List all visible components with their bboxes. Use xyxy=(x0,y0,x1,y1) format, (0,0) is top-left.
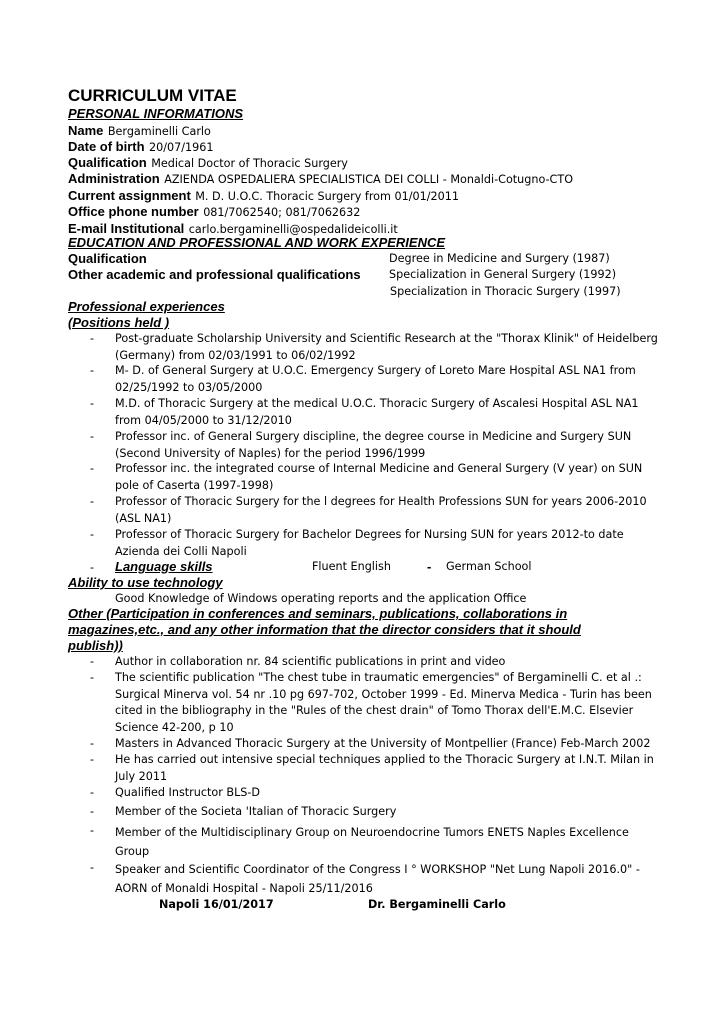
bullet-dash: - xyxy=(90,753,95,766)
bullet-dash: - xyxy=(90,737,95,750)
cv-title: CURRICULUM VITAE xyxy=(68,86,237,105)
experience-item: M.D. of Thoracic Surgery at the medical U.O.C. Thoracic Surgery of Ascalesi Hospital ASL NA1 from 04/05/2000 to 31/12/2010 xyxy=(115,397,639,427)
experience-item: Professor inc. of General Surgery discipline, the degree course in Medicine and Surgery SUN (Second University of Naples) for the period 1996/1999 xyxy=(115,430,632,460)
bullet-dash: - xyxy=(90,397,95,410)
signature: Dr. Bergaminelli Carlo xyxy=(368,898,506,911)
technology-value: Good Knowledge of Windows operating reports and the application Office xyxy=(115,592,527,605)
language-value-german: German School xyxy=(446,560,532,573)
administration-label: Administration xyxy=(68,171,160,186)
assignment-label: Current assignment xyxy=(68,188,191,203)
other-heading-line-2: magazines,etc., and any other information that the director considers that it should xyxy=(68,622,581,637)
other-qualifications-label: Other academic and professional qualifications xyxy=(68,267,361,282)
bullet-dash: - xyxy=(90,805,95,818)
bullet-dash: - xyxy=(90,786,95,799)
phone-value: 081/7062540; 081/7062632 xyxy=(203,206,361,219)
administration-value: AZIENDA OSPEDALIERA SPECIALISTICA DEI COLLI - Monaldi-Cotugno-CTO xyxy=(164,173,573,186)
qualification-value: Medical Doctor of Thoracic Surgery xyxy=(151,157,348,170)
bullet-dash: - xyxy=(90,861,95,874)
experience-heading: Professional experiences xyxy=(68,299,225,314)
bullet-dash: - xyxy=(90,824,95,837)
bullet-dash: - xyxy=(90,495,95,508)
phone-label: Office phone number xyxy=(68,204,199,219)
experience-item: Professor of Thoracic Surgery for the l degrees for Health Professions SUN for years 2006-2010 (ASL NA1) xyxy=(115,495,647,525)
other-item: Member of the Multidisciplinary Group on Neuroendocrine Tumors ENETS Naples Excellence Group xyxy=(115,826,629,858)
bullet-dash: - xyxy=(90,671,95,684)
qualification-label: Qualification xyxy=(68,155,147,170)
dob-label: Date of birth xyxy=(68,139,145,154)
bullet-dash: - xyxy=(90,561,95,574)
bullet-dash: - xyxy=(90,364,95,377)
education-heading: EDUCATION AND PROFESSIONAL AND WORK EXPERIENCE xyxy=(68,235,446,250)
language-label: Language skills xyxy=(115,559,213,574)
bullet-dash: - xyxy=(90,332,95,345)
language-separator: - xyxy=(427,559,432,574)
language-value-english: Fluent English xyxy=(312,560,391,573)
other-item: Qualified Instructor BLS-D xyxy=(115,786,261,799)
other-item: Member of the Societa 'Italian of Thoracic Surgery xyxy=(115,805,397,818)
education-qualification-label: Qualification xyxy=(68,251,147,266)
personal-heading: PERSONAL INFORMATIONS xyxy=(68,106,244,121)
other-heading-line-1: Other (Participation in conferences and seminars, publications, collaborations in xyxy=(68,606,568,621)
administration-row xyxy=(68,170,573,188)
other-heading-line-3: publish)) xyxy=(68,638,123,653)
other-item: Masters in Advanced Thoracic Surgery at the University of Montpellier (France) Feb-March 2002 xyxy=(115,737,651,750)
experience-item: Post-graduate Scholarship University and Scientific Research at the "Thorax Klinik" of Heidelberg (Germany) from 02/03/1991 to 06/02/1992 xyxy=(115,332,658,362)
dob-value: 20/07/1961 xyxy=(149,141,214,154)
positions-heading: (Positions held ) xyxy=(68,315,170,330)
name-value: Bergaminelli Carlo xyxy=(107,125,211,138)
bullet-dash: - xyxy=(90,655,95,668)
email-value: carlo.bergaminelli@ospedalideicolli.it xyxy=(188,223,398,236)
other-item: Speaker and Scientific Coordinator of the Congress I ° WORKSHOP "Net Lung Napoli 2016.0" - AORN of Monaldi Hospital - Napoli 25/11/2016 xyxy=(115,863,640,895)
experience-item: M- D. of General Surgery at U.O.C. Emergency Surgery of Loreto Mare Hospital ASL NA1 from 02/25/1992 to 03/05/2000 xyxy=(115,364,636,394)
experience-item: Professor of Thoracic Surgery for Bachelor Degrees for Nursing SUN for years 2012-to date Azienda dei Colli Napoli xyxy=(115,528,624,558)
education-qualification-value: Degree in Medicine and Surgery (1987) xyxy=(389,252,610,265)
other-qualifications-value-2: Specialization in Thoracic Surgery (1997) xyxy=(390,285,621,298)
name-label: Name xyxy=(68,123,104,138)
phone-row xyxy=(68,203,360,221)
other-item: He has carried out intensive special techniques applied to the Thoracic Surgery at I.N.T. Milan in July 2011 xyxy=(115,753,654,783)
other-qualifications-value-1: Specialization in General Surgery (1992) xyxy=(389,268,617,281)
experience-item: Professor inc. the integrated course of Internal Medicine and General Surgery (V year) on SUN pole of Caserta (1997-1998) xyxy=(115,462,643,492)
other-item: The scientific publication "The chest tube in traumatic emergencies" of Bergaminelli C. et al .: Surgical Minerva vol. 54 nr .10 pg 697-702, October 1999 - Ed. Minerva Medica - Turin has been cited in the bibliography in the "Rules of the chest drain" of Tomo Thorax dell'E.M.C. Elsevier Science 42-200, p 10 xyxy=(115,671,652,734)
bullet-dash: - xyxy=(90,462,95,475)
assignment-value: M. D. U.O.C. Thoracic Surgery from 01/01/2011 xyxy=(195,190,459,203)
place-date: Napoli 16/01/2017 xyxy=(159,898,274,911)
email-label: E-mail Institutional xyxy=(68,221,185,236)
technology-heading: Ability to use technology xyxy=(68,575,223,590)
bullet-dash: - xyxy=(90,528,95,541)
bullet-dash: - xyxy=(90,430,95,443)
other-item: Author in collaboration nr. 84 scientific publications in print and video xyxy=(115,655,506,668)
